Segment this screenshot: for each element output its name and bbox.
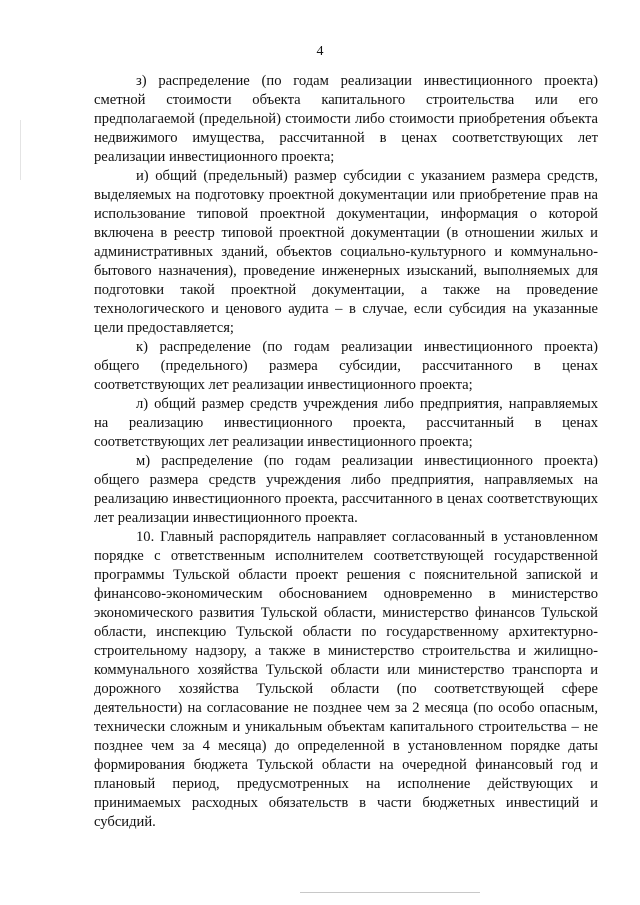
page-number: 4 [316, 44, 324, 59]
scan-artifact-line [300, 892, 480, 893]
paragraph-m: м) распределение (по годам реализации инвестиционного проекта) общего размера средств учреждения либо предприятия, направляемых на реализацию инвестиционного проекта, рассчитанного в ценах соответствующих лет реализации инвестиционного проекта. [94, 453, 598, 526]
document-body [94, 72, 598, 832]
paragraph-10: 10. Главный распорядитель направляет согласованный в установленном порядке с ответственным исполнителем соответствующей государственной программы Тульской области проект решения с пояснительной запиской и финансово-экономическим обоснованием одновременно в министерство экономического развития Тульской области, министерство финансов Тульской области, инспекцию Тульской области по государственному архитектурно-строительному надзору, а также в министерство строительства и жилищно-коммунального хозяйства Тульской области или министерство транспорта и дорожного хозяйства Тульской области (по соответствующей сфере деятельности) на согласование не позднее чем за 2 месяца (по особо опасным, технически сложным и уникальным объектам капитального строительства – не позднее чем за 4 месяца) до определенной в установленном порядке даты формирования бюджета Тульской области на очередной финансовый год и плановый период, предусмотренных на исполнение действующих и принимаемых расходных обязательств в части бюджетных инвестиций и субсидий. [94, 529, 598, 830]
paragraph-k: к) распределение (по годам реализации инвестиционного проекта) общего (предельного) размера субсидии, рассчитанного в ценах соответствующих лет реализации инвестиционного проекта; [94, 339, 598, 393]
paragraph-i: и) общий (предельный) размер субсидии с указанием размера средств, выделяемых на подготовку проектной документации или приобретение прав на использование типовой проектной документации, информация о которой включена в реестр типовой проектной документации (в отношении жилых и административных зданий, объектов социально-культурного и коммунально-бытового назначения), проведение инженерных изысканий, выполняемых для подготовки такой проектной документации, а также на проведение технологического и ценового аудита – в случае, если субсидия на указанные цели предоставляется; [94, 168, 598, 336]
paragraph-z: з) распределение (по годам реализации инвестиционного проекта) сметной стоимости объекта капитального строительства или его предполагаемой (предельной) стоимости либо стоимости приобретения объекта недвижимого имущества, рассчитанной в ценах соответствующих лет реализации инвестиционного проекта; [94, 73, 598, 165]
paragraph-l: л) общий размер средств учреждения либо предприятия, направляемых на реализацию инвестиционного проекта, рассчитанный в ценах соответствующих лет реализации инвестиционного проекта; [94, 396, 598, 450]
scan-artifact-line [20, 120, 21, 180]
